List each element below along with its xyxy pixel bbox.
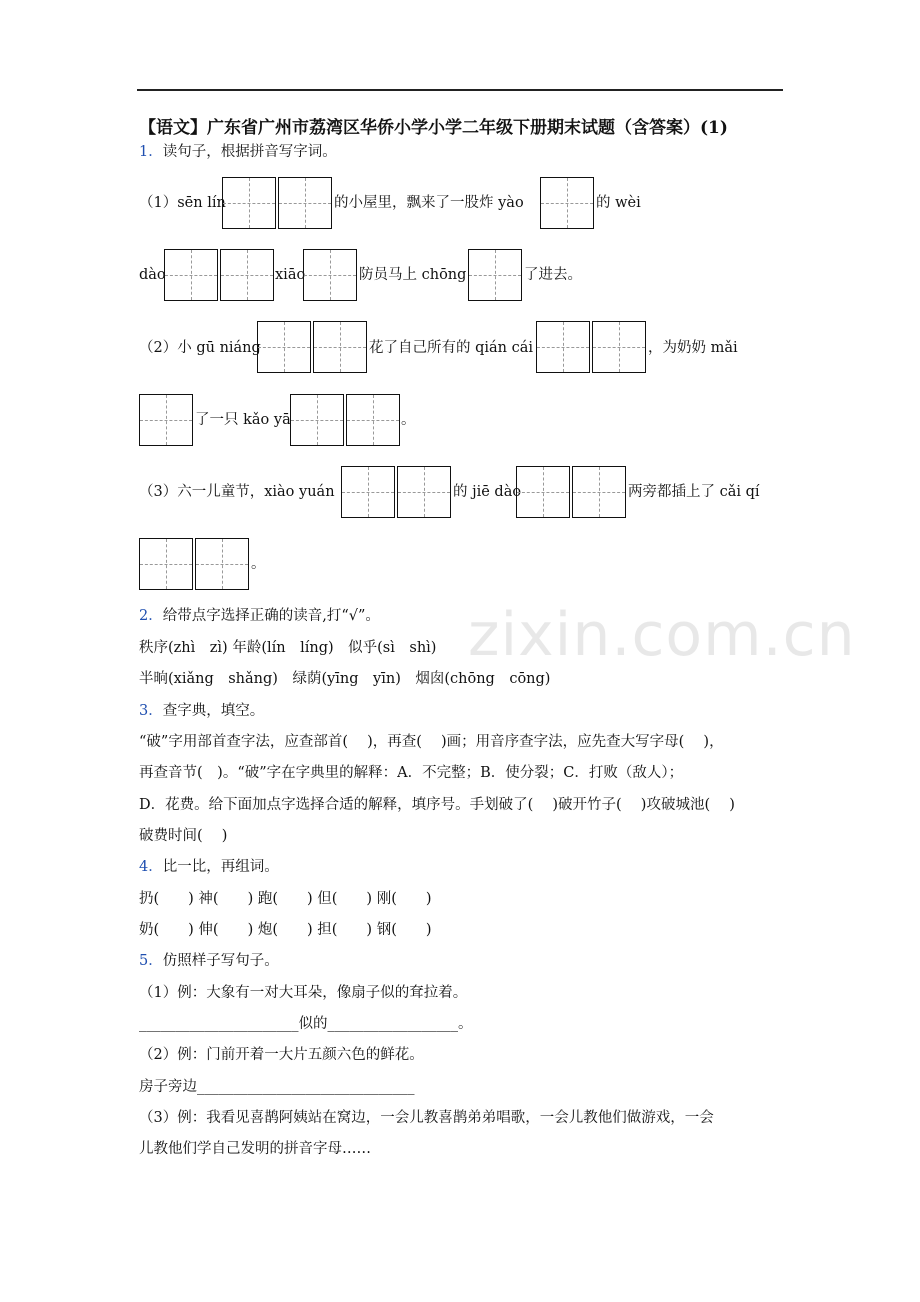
writing-box[interactable]: [397, 466, 451, 518]
question-5-number: 5．: [139, 953, 163, 969]
writing-box[interactable]: [540, 177, 594, 229]
writing-box[interactable]: [195, 538, 249, 590]
question-2: [139, 606, 380, 626]
q1-text-2c: 防员马上 chōng: [359, 267, 467, 283]
q4-line-2: 奶( ) 伸( ) 炮( ) 担( ) 钢( ): [139, 922, 432, 938]
question-1-text: 读句子，根据拼音写字词。: [162, 144, 337, 160]
q1-text-3b: 花了自己所有的 qián cái: [369, 340, 534, 356]
q1-text-2a: dào: [139, 267, 166, 283]
q2-line-1: 秩序(zhì zì) 年龄(lín líng) 似乎(sì shì): [139, 640, 437, 656]
question-3-number: 3．: [139, 703, 163, 719]
q4-line-1: 扔( ) 神( ) 跑( ) 但( ) 刚( ): [139, 891, 432, 907]
question-3-text: 查字典，填空。: [162, 703, 265, 719]
header-rule: [137, 89, 783, 91]
writing-box[interactable]: [222, 177, 276, 229]
q1-text-1c: 的 wèi: [596, 195, 641, 211]
writing-box[interactable]: [516, 466, 570, 518]
writing-box[interactable]: [220, 249, 274, 301]
q1-text-4b: 。: [401, 412, 416, 428]
q5-fill-2[interactable]: 房子旁边______________________________: [139, 1079, 415, 1095]
q2-line-2: 半晌(xiǎng shǎng) 绿荫(yīng yīn) 烟囱(chōng cōng): [139, 671, 551, 687]
writing-box[interactable]: [139, 538, 193, 590]
question-1: [139, 142, 337, 162]
writing-box[interactable]: [592, 321, 646, 373]
question-4-text: 比一比，再组词。: [162, 859, 279, 875]
writing-box[interactable]: [572, 466, 626, 518]
q1-text-1a: （1）sēn lín: [139, 195, 226, 211]
question-1-number: 1．: [139, 144, 163, 160]
question-4-number: 4．: [139, 859, 163, 875]
q3-line-3: D．花费。给下面加点字选择合适的解释，填序号。手划破了( )破开竹子( )攻破城池( ): [139, 797, 735, 813]
writing-box[interactable]: [257, 321, 311, 373]
q1-text-1b: 的小屋里，飘来了一股炸 yào: [334, 195, 524, 211]
writing-box[interactable]: [139, 394, 193, 446]
q1-text-5b: 的 jiē dào: [453, 484, 522, 500]
q1-text-5a: （3）六一儿童节，xiào yuán: [139, 484, 335, 500]
writing-box[interactable]: [303, 249, 357, 301]
q3-line-1: “破”字用部首查字法，应查部首( )，再查( )画；用音序查字法，应先查大写字母( )，: [139, 734, 724, 750]
question-2-number: 2．: [139, 608, 163, 624]
q5-fill-1[interactable]: ______________________似的__________________。: [139, 1016, 473, 1032]
writing-box[interactable]: [278, 177, 332, 229]
q5-example-3b: 儿教他们学自己发明的拼音字母……: [139, 1141, 371, 1157]
q5-example-2: （2）例：门前开着一大片五颜六色的鲜花。: [139, 1047, 424, 1063]
q5-example-1: （1）例：大象有一对大耳朵，像扇子似的耷拉着。: [139, 985, 468, 1001]
q1-text-2b: xiāo: [275, 267, 306, 283]
question-2-text: 给带点字选择正确的读音,打“√”。: [162, 608, 380, 624]
q1-text-4a: 了一只 kǎo yā: [195, 412, 291, 428]
writing-box[interactable]: [341, 466, 395, 518]
q1-text-6a: 。: [251, 556, 266, 572]
writing-box[interactable]: [313, 321, 367, 373]
question-5: [139, 951, 279, 971]
q3-line-4: 破费时间( ): [139, 828, 228, 844]
q1-text-3a: （2）小 gū niáng: [139, 340, 261, 356]
page-title: 【语文】广东省广州市荔湾区华侨小学小学二年级下册期末试题（含答案）(1): [139, 118, 728, 138]
question-4: [139, 857, 279, 877]
writing-box[interactable]: [346, 394, 400, 446]
question-3: [139, 701, 264, 721]
q5-example-3a: （3）例：我看见喜鹊阿姨站在窝边，一会儿教喜鹊弟弟唱歌，一会儿教他们做游戏，一会: [139, 1110, 714, 1126]
q1-text-3c: ，为奶奶 mǎi: [648, 340, 738, 356]
writing-box[interactable]: [468, 249, 522, 301]
q1-text-5c: 两旁都插上了 cǎi qí: [628, 484, 760, 500]
q3-line-2: 再查音节( )。“破”字在字典里的解释：A．不完整；B．使分裂；C．打败（敌人）；: [139, 765, 684, 781]
q1-text-2d: 了进去。: [524, 267, 582, 283]
writing-box[interactable]: [290, 394, 344, 446]
writing-box[interactable]: [164, 249, 218, 301]
watermark: zixin.com.cn: [468, 600, 856, 670]
writing-box[interactable]: [536, 321, 590, 373]
question-5-text: 仿照样子写句子。: [162, 953, 279, 969]
